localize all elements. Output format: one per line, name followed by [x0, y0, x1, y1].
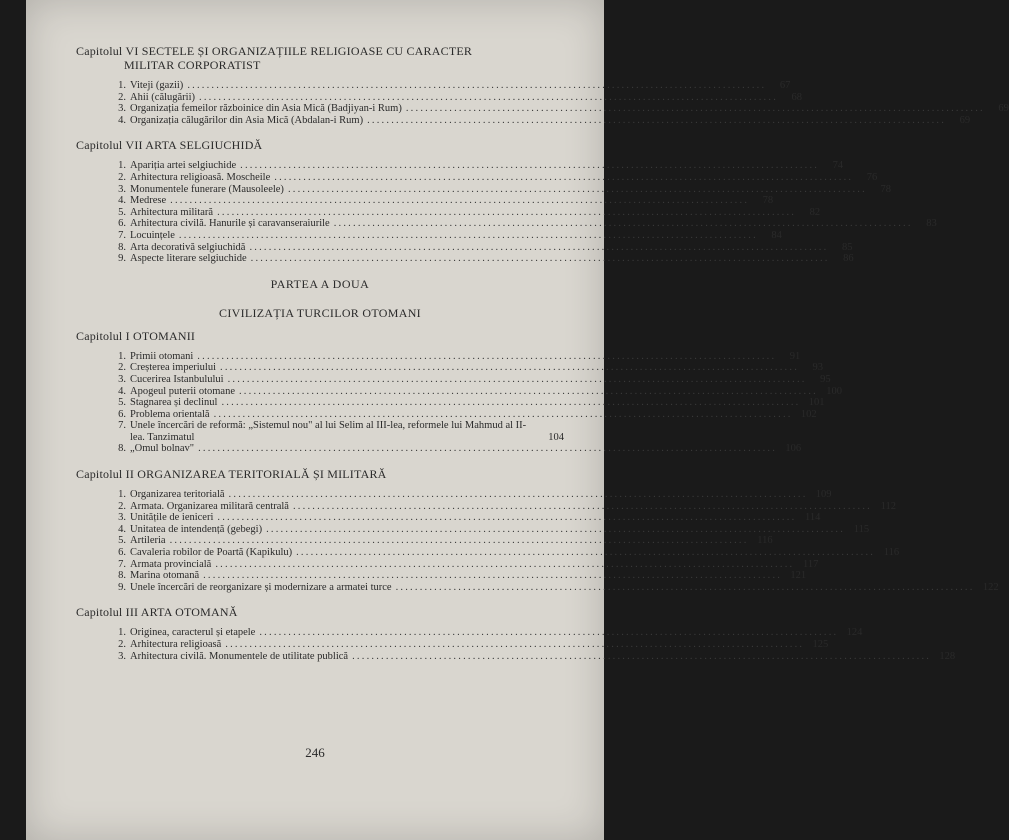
entry-number: 2.	[118, 500, 126, 512]
toc-entry	[114, 373, 831, 386]
entry-page-number: 102	[800, 408, 817, 420]
entry-page-number: 91	[789, 350, 801, 362]
chapter-heading	[76, 467, 564, 481]
entry-title: Organizarea teritorială	[130, 489, 225, 501]
toc-entry	[114, 581, 999, 594]
entry-page-number: 85	[841, 241, 853, 253]
toc-entry	[114, 500, 896, 513]
entry-page-number: 122	[982, 581, 999, 593]
leader-dots: ........................................................................................................................	[352, 650, 932, 662]
entry-title: Originea, caracterul și etapele	[130, 627, 256, 639]
toc-entry	[114, 183, 891, 196]
toc-entry	[114, 639, 829, 651]
chapter-heading-text: Capitolul VII ARTA SELGIUCHIDĂ	[76, 138, 263, 153]
entry-title: Creșterea imperiului	[130, 362, 217, 374]
entry-page-number: 78	[880, 183, 891, 195]
toc-entry	[114, 397, 825, 409]
entry-number: 8.	[118, 570, 126, 582]
entry-page-number: 95	[820, 373, 831, 385]
entry-title: Marina otomană	[130, 570, 200, 582]
toc-entry	[114, 195, 774, 207]
toc-entry	[114, 547, 900, 559]
entry-page-number: 84	[771, 229, 782, 241]
entry-title: Arhitectura militară	[130, 206, 214, 218]
entry-title: Arhitectura religioasă. Moscheile	[130, 171, 271, 183]
toc-entry	[114, 350, 801, 363]
entry-number: 2.	[118, 639, 126, 650]
entry-number: 6.	[118, 547, 126, 559]
leader-dots: ........................................................................................................................	[240, 160, 820, 172]
entry-number: 8.	[118, 241, 126, 253]
entry-page-number: 116	[883, 547, 900, 559]
leader-dots: ........................................................................................................................	[198, 443, 778, 455]
entry-number: 7.	[118, 420, 126, 432]
toc-entry	[114, 650, 956, 663]
entry-page-number: 68	[791, 91, 803, 103]
table-of-contents	[76, 44, 1009, 674]
entry-number: 9.	[118, 581, 126, 593]
entry-title: Cucerirea Istanbulului	[130, 373, 224, 385]
chapter-heading	[76, 605, 564, 619]
part-title: PARTEA A DOUA	[270, 276, 370, 291]
toc-entry	[114, 570, 807, 582]
entry-page-number: 93	[812, 362, 824, 374]
entry-number: 6.	[118, 218, 126, 230]
toc-part-one	[76, 44, 1009, 265]
chapter-heading-text: Capitolul II ORGANIZAREA TERITORIALĂ ȘI MILITARĂ	[76, 467, 387, 482]
toc-entry	[114, 627, 863, 639]
entry-title: Arhitectura civilă. Hanurile și caravanseraiurile	[130, 218, 330, 230]
entry-title: Organizația femeilor războinice din Asia Mică (Badjiyan-i Rum)	[130, 103, 402, 115]
entry-page-number: 124	[846, 627, 863, 639]
entry-title: Stagnarea și declinul	[130, 397, 218, 409]
entry-title: Apariția artei selgiuchide	[130, 160, 237, 172]
entry-page-number: 112	[880, 500, 896, 512]
entry-number: 6.	[118, 408, 126, 420]
leader-dots: ........................................................................................................................	[274, 171, 854, 183]
toc-entry	[114, 558, 819, 571]
entry-number: 4.	[118, 385, 126, 397]
toc-entry	[114, 385, 842, 398]
entry-number: 5.	[118, 535, 126, 547]
leader-dots: ........................................................................................................................	[250, 253, 830, 265]
entry-number: 4.	[118, 195, 126, 207]
leader-dots: ........................................................................................................................	[238, 385, 818, 397]
leader-dots: ........................................................................................................................	[217, 512, 797, 524]
leader-dots: ........................................................................................................................	[287, 183, 867, 195]
entry-title: Ahii (călugării)	[130, 91, 196, 103]
toc-entry	[114, 420, 564, 443]
entry-title: Armata provincială	[130, 558, 212, 570]
entry-title: „Omul bolnav"	[130, 443, 195, 455]
chapter-heading	[76, 44, 564, 72]
toc-entry	[114, 253, 854, 265]
chapter-entries	[114, 80, 1009, 126]
entry-page-number: 69	[998, 103, 1009, 115]
leader-dots: ........................................................................................................................	[170, 195, 750, 207]
leader-dots: ........................................................................................................................	[213, 408, 793, 420]
leader-dots: ........................................................................................................................	[169, 535, 749, 547]
entry-title: Monumentele funerare (Mausoleele)	[130, 183, 284, 195]
entry-number: 7.	[118, 558, 126, 570]
leader-dots: ........................................................................................................................	[225, 639, 805, 650]
entry-title: Medrese	[130, 195, 167, 207]
toc-entry	[114, 206, 821, 219]
entry-page-number: 67	[779, 80, 791, 91]
entry-page-number: 114	[805, 512, 821, 524]
entry-number: 4.	[118, 523, 126, 535]
chapter-entries	[114, 489, 999, 593]
entry-title: Locuințele	[130, 229, 175, 241]
entry-title: Arhitectura religioasă	[130, 639, 222, 650]
entry-title: Artileria	[130, 535, 166, 547]
toc-entry	[114, 103, 1009, 115]
entry-title: Unitățile de ieniceri	[130, 512, 214, 524]
entry-page-number: 121	[790, 570, 807, 582]
entry-number: 1.	[118, 350, 126, 362]
chapter-entries	[114, 160, 937, 265]
entry-title: Aspecte literare selgiuchide	[130, 253, 247, 265]
entry-number: 1.	[118, 627, 126, 639]
entry-page-number: 116	[757, 535, 773, 547]
leader-dots: ........................................................................................................................	[187, 80, 767, 91]
entry-page-number: 125	[812, 639, 829, 650]
chapter-heading-text: Capitolul VI SECTELE ȘI ORGANIZAȚIILE RELIGIOASE CU CARACTER	[76, 44, 473, 58]
toc-entry	[114, 489, 832, 501]
entry-title: Apogeul puterii otomane	[130, 385, 235, 397]
leader-dots: ........................................................................................................................	[333, 218, 913, 230]
entry-title: Cavaleria robilor de Poartă (Kapikulu)	[130, 547, 293, 559]
leader-dots: ........................................................................................................................	[228, 489, 808, 501]
toc-entry	[114, 241, 853, 254]
entry-title: Unitatea de intendență (gebegi)	[130, 523, 263, 535]
toc-entry	[114, 171, 878, 184]
entry-page-number: 128	[939, 650, 956, 662]
toc-entry	[114, 160, 844, 172]
entry-number: 1.	[118, 160, 126, 172]
toc-entry	[114, 443, 802, 455]
entry-page-number: 115	[853, 523, 870, 535]
chapter-heading-text: Capitolul III ARTA OTOMANĂ	[76, 605, 238, 620]
entry-title: Armata. Organizarea militară centrală	[130, 500, 289, 512]
entry-page-number: 86	[843, 253, 854, 265]
entry-page-number: 109	[815, 489, 832, 501]
entry-title: Arhitectura civilă. Monumentele de utilitate publică	[130, 650, 349, 662]
entry-number: 1.	[118, 489, 126, 501]
entry-page-number: 78	[762, 195, 774, 207]
chapter-heading-continuation: MILITAR CORPORATIST	[124, 58, 261, 72]
entry-title: Problema orientală	[130, 408, 210, 420]
entry-number: 8.	[118, 443, 126, 455]
toc-entry	[114, 80, 791, 92]
leader-dots: ........................................................................................................................	[405, 103, 985, 115]
page-number: 246	[305, 745, 325, 760]
entry-number: 3.	[118, 512, 126, 524]
chapter-entries	[114, 627, 956, 662]
entry-title: Arta decorativă selgiuchidă	[130, 241, 246, 253]
leader-dots: ........................................................................................................................	[220, 362, 800, 374]
toc-part-two	[76, 328, 999, 662]
entry-page-number: 117	[802, 558, 819, 570]
toc-entry	[114, 114, 971, 127]
leader-dots: ........................................................................................................................	[178, 229, 758, 241]
entry-page-number: 76	[866, 171, 878, 183]
toc-entry	[114, 229, 782, 242]
leader-dots: ........................................................................................................................	[221, 397, 801, 409]
entry-title: Unele încercări de reorganizare și modernizare a armatei turce	[130, 581, 392, 593]
entry-number: 9.	[118, 253, 126, 265]
leader-dots: ........................................................................................................................	[249, 241, 829, 253]
entry-title: Organizația călugărilor din Asia Mică (Abdalan-i Rum)	[130, 114, 364, 126]
entry-number: 3.	[118, 183, 126, 195]
entry-title: Unele încercări de reformă: „Sistemul nou" al lui Selim al III-lea, reformele lui Mahmud al II-lea. Tanzimatul	[130, 420, 527, 443]
part-subtitle: CIVILIZAȚIA TURCILOR OTOMANI	[219, 305, 421, 320]
entry-number: 2.	[118, 171, 126, 183]
leader-dots: ........................................................................................................................	[197, 350, 777, 362]
leader-dots: ........................................................................................................................	[266, 523, 846, 535]
entry-title: Viteji (gazii)	[130, 80, 184, 91]
entry-page-number: 104	[548, 431, 564, 443]
leader-dots: ........................................................................................................................	[215, 558, 795, 570]
leader-dots: ........................................................................................................................	[292, 500, 872, 512]
toc-entry	[114, 91, 803, 104]
leader-dots: ........................................................................................................................	[199, 91, 779, 103]
leader-dots: ........................................................................................................................	[217, 206, 797, 218]
chapter-heading	[76, 138, 564, 152]
entry-number: 3.	[118, 650, 126, 662]
entry-number: 2.	[118, 91, 126, 103]
book-page	[26, 0, 1009, 840]
entry-number: 1.	[118, 80, 126, 91]
entry-number: 4.	[118, 114, 126, 126]
entry-page-number: 69	[959, 114, 971, 126]
leader-dots: ........................................................................................................................	[367, 114, 947, 126]
entry-number: 5.	[118, 206, 126, 218]
leader-dots: ........................................................................................................................	[259, 627, 839, 639]
entry-page-number: 101	[808, 397, 825, 409]
entry-page-number: 74	[832, 160, 844, 172]
entry-title: Primii otomani	[130, 350, 194, 362]
chapter-entries	[114, 350, 842, 455]
leader-dots: ........................................................................................................................	[227, 373, 807, 385]
toc-entry	[114, 523, 870, 536]
chapter-heading-text: Capitolul I OTOMANII	[76, 328, 196, 343]
entry-page-number: 83	[926, 218, 937, 230]
entry-page-number: 100	[826, 385, 842, 397]
toc-entry	[114, 408, 817, 421]
leader-dots: ........................................................................................................................	[395, 581, 975, 593]
leader-dots: ........................................................................................................................	[203, 570, 783, 582]
entry-number: 3.	[118, 103, 126, 115]
entry-page-number: 106	[785, 443, 802, 455]
toc-entry	[114, 362, 824, 374]
entry-number: 7.	[118, 229, 126, 241]
entry-number: 2.	[118, 362, 126, 374]
chapter-heading	[76, 329, 564, 343]
entry-number: 5.	[118, 397, 126, 409]
leader-dots: ........................................................................................................................	[296, 547, 876, 559]
entry-page-number: 82	[809, 206, 821, 218]
toc-entry	[114, 512, 821, 524]
toc-entry	[114, 218, 937, 230]
entry-number: 3.	[118, 373, 126, 385]
toc-entry	[114, 535, 773, 547]
